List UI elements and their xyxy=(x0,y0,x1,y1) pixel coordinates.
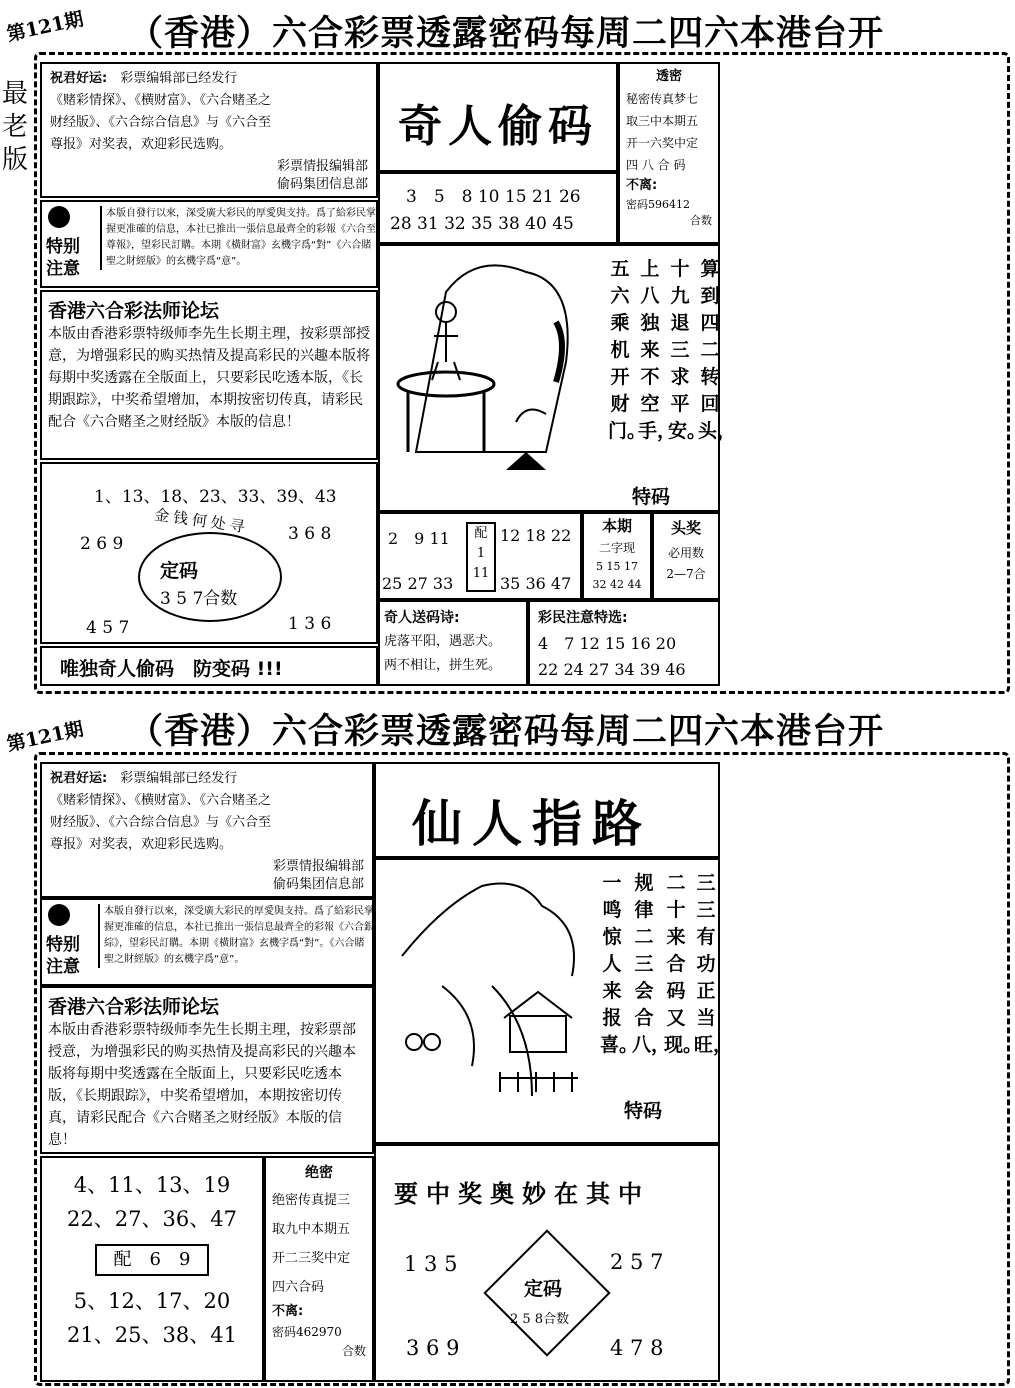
diagram-center-label: 定码 xyxy=(160,560,199,582)
forum-box-top xyxy=(40,290,378,460)
caimin-head: 彩民注意特选: xyxy=(538,610,628,626)
pei-right: 35 36 47 xyxy=(500,574,572,593)
forum-title: 香港六合彩法师论坛 xyxy=(48,996,220,1018)
diagram-left-top: 2 6 9 xyxy=(80,534,124,554)
notice-label: 特别注意 xyxy=(46,935,80,977)
caimin-row: 22 24 27 34 39 46 xyxy=(538,660,686,679)
songma-head: 奇人送码诗: xyxy=(384,610,460,626)
caimin-row: 4 7 12 15 16 20 xyxy=(538,634,677,653)
juemi-code: 密码462970 xyxy=(272,1325,342,1339)
forum-title: 香港六合彩法师论坛 xyxy=(48,300,220,322)
juemi-heshu: 合数 xyxy=(341,1344,366,1358)
pei-box-top xyxy=(378,512,582,600)
greeting-line: 财经版》、《六合综合信息》与《六合至 xyxy=(50,815,272,830)
poem-col: 五六乘机开财门。 xyxy=(608,258,647,442)
center-title: 奇人偷码 xyxy=(398,101,598,152)
juemi-head: 绝密 xyxy=(305,1165,333,1181)
songma-line: 两不相让，拼生死。 xyxy=(384,658,502,673)
bomb-icon xyxy=(48,904,70,926)
toujiang-sub: 必用数 xyxy=(667,546,704,560)
greeting-head: 祝君好运: xyxy=(50,71,108,86)
juemi-buli: 不离: xyxy=(272,1304,304,1319)
diagram-box-bottom xyxy=(374,1144,720,1382)
pei-box: 配 6 9 xyxy=(95,1244,209,1276)
numbers-row: 3 5 8 10 15 21 26 xyxy=(406,187,581,207)
notice-box-top xyxy=(40,200,378,288)
greeting-sign: 彩票情报编辑部 xyxy=(276,159,368,174)
picture-box-bottom xyxy=(374,858,733,1144)
toujiang-head: 头奖 xyxy=(670,519,701,537)
poem-col: 上八独来不空手， xyxy=(638,258,677,442)
center-title: 仙人指路 xyxy=(412,794,652,853)
poem-col: 二十来合码又现。 xyxy=(664,872,703,1056)
pei-left: 25 27 33 xyxy=(382,574,454,593)
diagram-arc-text: 金钱何处寻 xyxy=(153,505,250,537)
diagram-center-nums: 2 5 8合数 xyxy=(510,1312,570,1327)
secret-head: 透密 xyxy=(655,69,682,84)
notice-box-bottom xyxy=(40,898,374,986)
juemi-line: 四六合码 xyxy=(272,1280,325,1295)
poem-col: 十九退三求平安。 xyxy=(668,258,707,442)
benqi-nums: 32 42 44 xyxy=(592,578,642,591)
nums-row: 5、12、17、20 xyxy=(73,1289,231,1313)
benqi-nums: 5 15 17 xyxy=(596,560,638,573)
nums-box-bottom xyxy=(40,1156,264,1382)
nums-row: 4、11、13、19 xyxy=(73,1173,231,1197)
secret-line: 秘密传真梦七 xyxy=(626,92,699,106)
secret-line: 取三中本期五 xyxy=(626,114,699,128)
diagram-arc-text: 要中奖奥妙在其中 xyxy=(394,1180,650,1208)
forum-text: 本版由香港彩票特级师李先生长期主理，按彩票部授意，为增强彩民的购买热情及提高彩民的兴趣本版将每期中奖透露在全版面上，只要彩民吃透本版，《长期跟踪》，中奖希望增加，本期按密切传真，请彩民配合《六合赌圣之财经版》本版的信息！ xyxy=(48,1022,356,1148)
landscape-illustration xyxy=(382,866,592,1106)
numbers-box-top xyxy=(378,172,618,244)
greeting-box-top xyxy=(40,62,378,198)
secret-buli: 不离: xyxy=(626,178,658,193)
juemi-line: 取九中本期五 xyxy=(272,1222,351,1237)
juemi-line: 开二三奖中定 xyxy=(272,1251,351,1266)
secret-code: 密码596412 xyxy=(626,198,690,211)
greeting-head: 祝君好运: xyxy=(50,771,108,786)
diagram-left-bottom: 4 5 7 xyxy=(86,618,130,638)
pei-mid: 1 xyxy=(476,546,486,561)
juemi-box-bottom xyxy=(264,1156,374,1382)
side-label: 最老版 xyxy=(2,79,29,175)
page-title-bottom: （香港）六合彩票透露密码每周二四六本港台开 xyxy=(128,711,885,752)
notice-text: 本版自發行以來，深受廣大彩民的厚愛與支持。爲了給彩民掌握更准確的信息，本社已推出一張信息最齊全的彩報《六合至尊報》，望彩民訂購。本期《橫財富》玄機字爲“對”《六合賭聖之財經版》的玄機字爲“意”。 xyxy=(100,206,378,270)
toujiang-box-top xyxy=(652,512,720,600)
picture-box-top xyxy=(378,244,737,512)
pei-right: 12 18 22 xyxy=(500,526,572,545)
songma-line: 虎落平阳，遇恶犬。 xyxy=(384,634,502,649)
greeting-line: 尊报》对奖表，欢迎彩民选购。 xyxy=(50,137,233,152)
diagram-right-top: 3 6 8 xyxy=(288,524,332,544)
poem-col: 三三有功正当旺， xyxy=(694,872,733,1056)
songma-box-top xyxy=(378,600,528,686)
bomb-icon xyxy=(48,206,70,228)
caimin-box-top xyxy=(528,600,720,686)
greeting-line: 财经版》、《六合综合信息》与《六合至 xyxy=(50,115,272,130)
greeting-line: 彩票编辑部已经发行 xyxy=(120,771,238,786)
greeting-sign: 偷码集团信息部 xyxy=(272,877,364,892)
benqi-sub: 二字现 xyxy=(598,541,635,555)
diagram-center-nums: 3 5 7合数 xyxy=(160,589,238,609)
greeting-line: 《赌彩情探》、《横财富》、《六合赌圣之 xyxy=(50,93,272,108)
diagram-center-label: 定码 xyxy=(524,1278,563,1300)
notice-text: 本版自發行以來，深受廣大彩民的厚愛與支持。爲了給彩民掌握更准確的信息，本社已推出一張信息最齊全的彩報《六合銀綜》，望彩民訂購。本期《橫財富》玄機字爲“對”。《六合賭聖之財經版》的玄機字爲“意”。 xyxy=(98,904,374,968)
poem-col: 规律二三会合八， xyxy=(632,872,671,1056)
secret-heshu: 合数 xyxy=(690,214,712,227)
diagram-right-bottom: 1 3 6 xyxy=(288,614,332,634)
poem-col: 算到四二转回头， xyxy=(698,258,737,442)
greeting-sign: 偷码集团信息部 xyxy=(276,177,368,192)
secret-box-top xyxy=(618,62,720,244)
nums-row: 21、25、38、41 xyxy=(67,1323,237,1347)
tema-label: 特码 xyxy=(632,486,671,508)
forum-text: 本版由香港彩票特级师李先生长期主理，按彩票部授意，为增强彩民的购买热情及提高彩民的兴趣本版将每期中奖透露在全版面上，只要彩民吃透本版，《长期跟踪》，中奖希望增加，本期按密切传真，请彩民配合《六合赌圣之财经版》本版的信息！ xyxy=(48,326,370,430)
pei-left: 2 9 11 xyxy=(388,529,450,548)
notice-label: 特别注意 xyxy=(46,237,80,279)
juemi-line: 绝密传真提三 xyxy=(272,1193,351,1208)
diagram-br: 4 7 8 xyxy=(610,1336,664,1360)
issue-number-top: 第121期 xyxy=(4,8,86,46)
page-title-top: （香港）六合彩票透露密码每周二四六本港台开 xyxy=(128,13,885,54)
poem-col: 一鸣惊人来报喜。 xyxy=(600,872,639,1056)
diagram-bl: 3 6 9 xyxy=(406,1336,460,1360)
tema-label: 特码 xyxy=(624,1100,663,1122)
benqi-head: 本期 xyxy=(601,517,632,535)
greeting-box-bottom xyxy=(40,762,374,898)
center-title-box-bottom xyxy=(374,762,720,858)
pei-mid-label: 配 xyxy=(474,526,488,541)
toujiang-val: 2—7合 xyxy=(666,567,706,581)
center-title-box-top xyxy=(378,62,618,172)
greeting-line: 彩票编辑部已经发行 xyxy=(120,71,238,86)
diagram-box-top xyxy=(40,462,378,644)
sage-illustration xyxy=(386,252,586,482)
diagram-tr: 2 5 7 xyxy=(610,1250,664,1274)
pei-mid: 11 xyxy=(472,566,490,581)
issue-number-bottom: 第121期 xyxy=(4,718,86,756)
secret-line: 开一六奖中定 xyxy=(626,136,699,150)
secret-line: 四 八 合 码 xyxy=(626,158,686,172)
nums-row: 22、27、36、47 xyxy=(67,1207,237,1231)
footer-text: 唯独奇人偷码 防变码 !!! xyxy=(60,658,283,680)
diagram-top-nums: 1、13、18、23、33、39、43 xyxy=(94,487,337,507)
benqi-box-top xyxy=(582,512,652,600)
greeting-line: 尊报》对奖表，欢迎彩民选购。 xyxy=(50,837,233,852)
forum-box-bottom xyxy=(40,986,374,1154)
greeting-line: 《赌彩情探》、《横财富》、《六合赌圣之 xyxy=(50,793,272,808)
pei-mid-box xyxy=(466,522,496,592)
numbers-row: 28 31 32 35 38 40 45 xyxy=(390,214,574,234)
diagram-tl: 1 3 5 xyxy=(404,1252,458,1276)
greeting-sign: 彩票情报编辑部 xyxy=(272,859,364,874)
footer-box-top xyxy=(40,646,378,686)
